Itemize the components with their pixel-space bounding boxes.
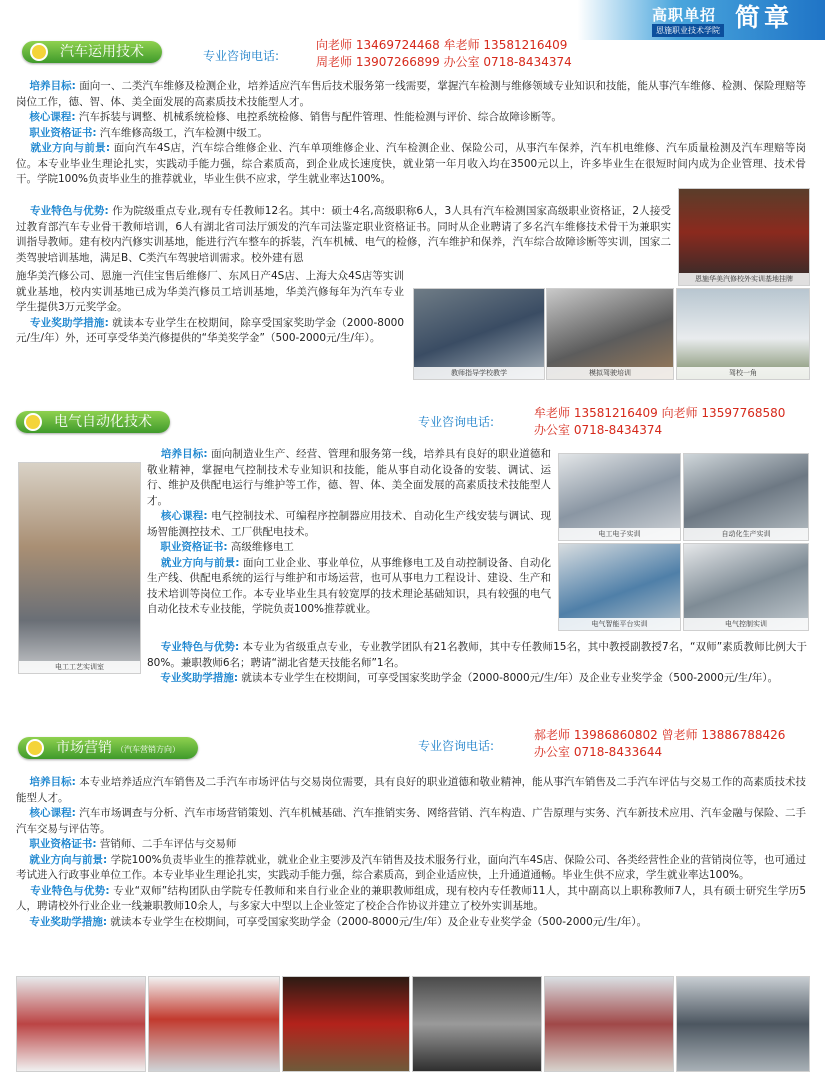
gear-icon [26, 739, 44, 757]
market-cert-text: 营销师、二手车评估与交易师 [99, 838, 237, 850]
auto-feature-text-b: 施华美汽修公司、恩施一汽佳宝售后维修厂、东风日产4S店、上海大众4S店等实训就业基地，校内实训基地已成为华美汽修员工培训基地，华美汽修每年为汽车专业学生提供3万元奖学金。 [16, 270, 404, 313]
photo-auto-driving-school [676, 288, 810, 380]
auto-aid-label: 专业奖助学措施: [29, 316, 109, 329]
contacts-elec [534, 405, 785, 439]
market-feature [16, 884, 806, 915]
market-feature-label: 专业特色与优势: [30, 884, 110, 897]
elec-aid [147, 671, 807, 687]
photo-market-2 [148, 976, 280, 1072]
section-title-market: 市场营销 [56, 740, 112, 756]
elec-block-top [147, 447, 551, 618]
contacts-elec-line1: 牟老师 13581216409 向老师 13597768580 [534, 406, 786, 420]
banner-title-big: 简章 [735, 3, 794, 32]
elec-cert-text: 高级维修电工 [230, 541, 294, 553]
elec-aid-text: 就读本专业学生在校期间，可享受国家奖助学金（2000-8000元/生/年）及企业专业奖学金（500-2000元/生/年）。 [241, 672, 779, 684]
market-career [16, 853, 806, 884]
contacts-market-line1: 郝老师 13986860802 曾老师 13886788426 [534, 728, 786, 742]
photo-auto-teaching [413, 288, 545, 380]
market-goal-label: 培养目标: [29, 776, 76, 788]
elec-feature-text: 本专业为省级重点专业，专业教学团队有21名教师，其中专任教师15名，其中教授副教授7名，“双师”素质教师比例大于80%。兼职教师6名；聘请“湖北省楚天技能名师”1名。 [147, 641, 808, 669]
contacts-market-line2: 办公室 0718-8433644 [534, 745, 663, 759]
elec-goal-label: 培养目标: [160, 448, 208, 460]
elec-courses-text: 电气控制技术、可编程序控制器应用技术、自动化生产线安装与调试、现场智能测控技术、工厂供配电技术。 [147, 510, 552, 538]
market-courses-text: 汽车市场调查与分析、汽车市场营销策划、汽车机械基础、汽车推销实务、网络营销、汽车构造、广告原理与实务、汽车新技术应用、汽车金融与保险、二手汽车交易与评估等。 [16, 807, 807, 835]
consult-label-auto: 专业咨询电话: [203, 49, 280, 63]
auto-goal-text: 面向一、二类汽车维修及检测企业，培养适应汽车售后技术服务第一线需要，掌握汽车检测与维修领域专业知识和技能，能从事汽车维修、检测、保险理赔等岗位工作，德、智、体、美全面发展的高素质技术技能型人才。 [16, 80, 807, 108]
auto-goal-label: 培养目标: [29, 80, 76, 92]
banner-title-small: 高职单招 [652, 6, 717, 24]
photo-auto-ceremony-caption: 恩施华美汽修校外实训基地挂牌 [679, 273, 809, 285]
banner-school-name: 恩施职业技术学院 [652, 24, 724, 37]
elec-feature [147, 640, 807, 671]
market-aid-text: 就读本专业学生在校期间，可享受国家奖助学金（2000-8000元/生/年）及企业专业奖学金（500-2000元/生/年）。 [110, 915, 648, 928]
section-subtitle-market: （汽车营销方向） [116, 745, 180, 754]
auto-feature-text-a: 作为院级重点专业,现有专任教师12名。其中：硕士4名,高级职称6人，3人具有汽车检测国家高级职业资格证，2人接受过教育部汽车专业骨干教师培训，6人有湖北省司法厅颁发的汽车司法鉴定职业资格证书。同时从企业聘请了多名汽车维修技术骨干为兼职实训指导教师。建有校内汽修实训基地，能进行汽车整车的拆装，汽车机械、电气的检修，汽车维护和保养，汽车综合故障诊断等实训，国家二类驾驶培训基地，满足B、C类汽车驾驶培训需求。校外建有恩 [16, 205, 671, 264]
photo-elec-caption-3: 电气智能平台实训 [559, 618, 680, 630]
market-aid [16, 915, 806, 931]
photo-auto-ceremony [678, 188, 810, 286]
section-pill-auto [22, 41, 162, 63]
photo-auto-caption-2: 模拟驾驶培训 [547, 367, 673, 379]
photo-auto-caption-1: 教师指导学校教学 [414, 367, 544, 379]
contacts-elec-line2: 办公室 0718-8434374 [534, 423, 663, 437]
photo-elec-2 [683, 453, 809, 541]
photo-elec-left-caption: 电工工艺实训室 [19, 661, 140, 673]
auto-cert-text: 汽车维修高级工，汽车检测中级工。 [99, 126, 268, 139]
photo-market-6 [676, 976, 810, 1072]
section-pill-elec [16, 411, 170, 433]
auto-career-text: 面向汽车4S店，汽车综合维修企业、汽车单项维修企业、汽车检测企业、保险公司，从事汽车保养，汽车机电维修、汽车质量检测及汽车理赔等岗位。本专业毕业生理论扎实，实践动手能力强，综合素质高，到企业成长速度快，就业第一年月收入均在3500元以上，许多毕业生在很短时间内成为企业管理、技术骨干。学院100%负责毕业生的推荐就业，毕业生供不应求，学生就业率达100%。 [16, 142, 807, 185]
photo-elec-1 [558, 453, 681, 541]
auto-courses [16, 110, 806, 126]
market-goal [16, 775, 806, 806]
market-cert [16, 837, 806, 853]
auto-courses-label: 核心课程: [29, 111, 76, 123]
contacts-auto-line2: 周老师 13907266899 办公室 0718-8434374 [316, 55, 572, 69]
consult-label-market: 专业咨询电话: [418, 739, 495, 753]
section-title-elec: 电气自动化技术 [54, 414, 152, 430]
elec-feature-label: 专业特色与优势: [160, 641, 240, 653]
elec-career-text: 面向工业企业、事业单位，从事维修电工及自动控制设备、自动化生产线、供配电系统的运行与维护和市场运营，也可从事电力工程设计、建设、生产和技术培训等岗位工作。本专业毕业生具有较宽厚的技术理论基础知识，具有较强的电气自动化技术专业技能，学院负责100%推荐就业。 [147, 556, 552, 615]
auto-career-label: 就业方向与前景: [30, 142, 111, 154]
photo-elec-caption-4: 电气控制实训 [684, 618, 808, 630]
auto-feature-b [16, 269, 404, 347]
elec-cert-label: 职业资格证书: [160, 541, 228, 553]
market-career-label: 就业方向与前景: [29, 853, 108, 866]
photo-elec-4 [683, 543, 809, 631]
elec-cert [147, 540, 551, 556]
photo-elec-3 [558, 543, 681, 631]
photo-market-3 [282, 976, 410, 1072]
market-cert-label: 职业资格证书: [29, 838, 97, 850]
banner-title [652, 4, 817, 38]
market-block [16, 775, 806, 930]
elec-career-label: 就业方向与前景: [160, 556, 240, 569]
market-feature-text: 专业“双师”结构团队由学院专任教师和来自行业企业的兼职教师组成，现有校内专任教师11人，其中副高以上职称教师7人，具有硕士研究生学历5人，聘请校外行业企业一线兼职教师10余人，与多家大中型以上企业签定了校企合作协议并建立了校外实训基地。 [16, 884, 806, 912]
market-aid-label: 专业奖助学措施: [29, 915, 108, 928]
photo-elec-caption-1: 电工电子实训 [559, 528, 680, 540]
photo-auto-caption-3: 驾校一角 [677, 367, 809, 379]
photo-auto-simulator [546, 288, 674, 380]
auto-career [16, 141, 806, 188]
section-pill-market [18, 737, 198, 759]
contacts-auto-line1: 向老师 13469724468 牟老师 13581216409 [316, 38, 568, 52]
photo-market-5 [544, 976, 674, 1072]
photo-market-1 [16, 976, 146, 1072]
elec-career [147, 556, 551, 618]
auto-cert-label: 职业资格证书: [29, 126, 97, 139]
auto-cert [16, 126, 806, 142]
section-title-auto: 汽车运用技术 [60, 44, 144, 60]
market-goal-text: 本专业培养适应汽车销售及二手汽车市场评估与交易岗位需要，具有良好的职业道德和敬业精神，能从事汽车销售及二手汽车评估与交易工作的高素质技术技能型人才。 [16, 776, 807, 804]
auto-feature-a [16, 204, 671, 266]
elec-courses-label: 核心课程: [160, 510, 208, 522]
market-courses-label: 核心课程: [29, 807, 76, 819]
market-courses [16, 806, 806, 837]
auto-goal [16, 79, 806, 110]
photo-elec-caption-2: 自动化生产实训 [684, 528, 808, 540]
gear-icon [30, 43, 48, 61]
auto-aid-text: 就读本专业学生在校期间，除享受国家奖助学金（2000-8000元/生/年）外，还可享受华美汽修提供的“华美奖学金”（500-2000元/生/年）。 [16, 316, 404, 344]
elec-courses [147, 509, 551, 540]
auto-block-top [16, 79, 806, 188]
elec-goal [147, 447, 551, 509]
photo-market-4 [412, 976, 542, 1072]
consult-label-elec: 专业咨询电话: [418, 415, 495, 429]
elec-goal-text: 面向制造业生产、经营、管理和服务第一线，培养具有良好的职业道德和敬业精神，掌握电气控制技术专业知识和技能，能从事自动化设备的安装、调试、运行、维护及供配电运行与维护等工作，德、智、体、美全面发展的高素质技术技能型人才。 [147, 448, 552, 507]
contacts-auto [316, 37, 572, 71]
elec-aid-label: 专业奖助学措施: [160, 672, 239, 684]
contacts-market [534, 727, 785, 761]
auto-feature-label: 专业特色与优势: [29, 205, 109, 217]
auto-courses-text: 汽车拆装与调整、机械系统检修、电控系统检修、销售与配件管理、性能检测与评价、综合故障诊断等。 [78, 111, 562, 123]
market-career-text: 学院100%负责毕业生的推荐就业，就业企业主要涉及汽车销售及技术服务行业，面向汽车4S店、保险公司、各类经营性企业的营销岗位等，也可通过考试进入行政事业单位工作。本专业毕业生理论扎实，实践动手能力强，综合素质高，到企业适应快，上升通道通畅。毕业生供不应求，学生就业率达100%。 [16, 853, 806, 881]
elec-block-bottom [147, 640, 807, 687]
photo-elec-lab [18, 462, 141, 674]
auto-aid [16, 316, 404, 347]
gear-icon [24, 413, 42, 431]
